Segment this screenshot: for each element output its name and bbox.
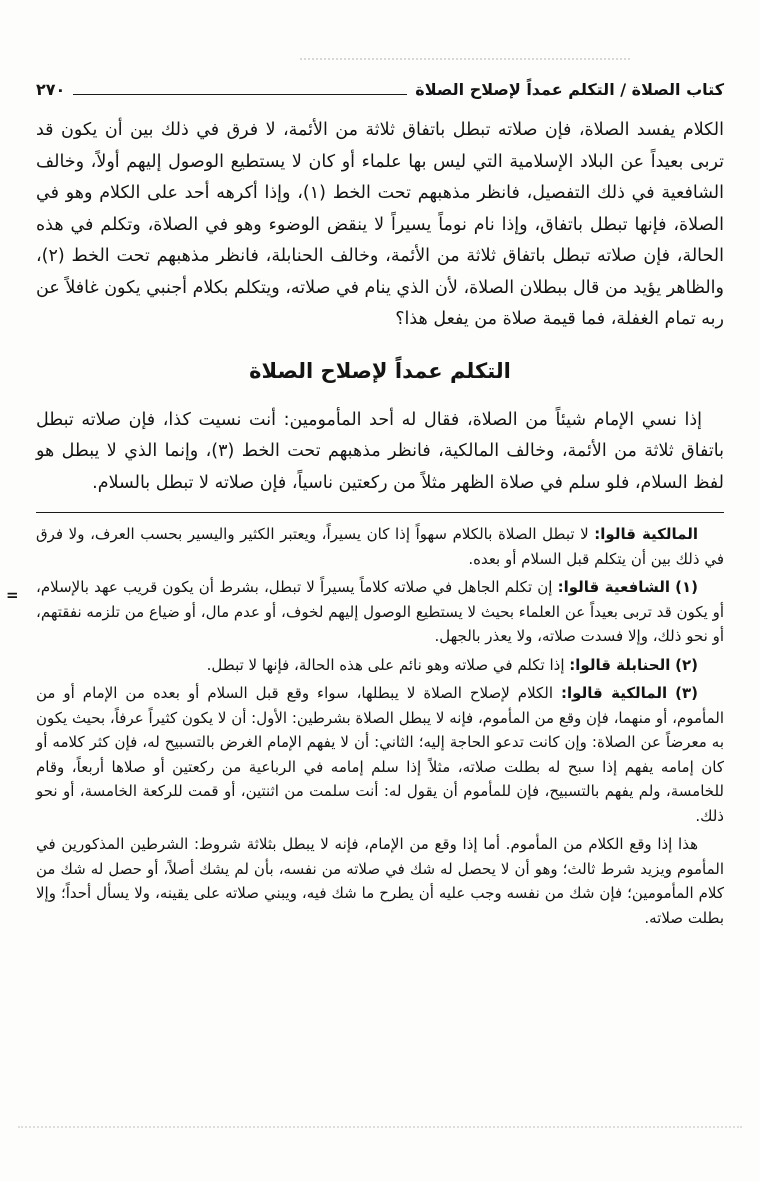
footnote-school-label: المالكية قالوا: — [594, 525, 698, 544]
footnote-school-label: المالكية قالوا: — [561, 684, 668, 703]
chapter-title: كتاب الصلاة / التكلم عمداً لإصلاح الصلاة — [415, 80, 724, 99]
body-paragraph-2: إذا نسي الإمام شيئاً من الصلاة، فقال له أحد المأمومين: أنت نسيت كذا، فإن صلاته تبطل باتفاق ثلاثة من الأئمة، وخالف المالكية، فانظر مذهبهم تحت الخط (٣)، وإنما الذي لا يبطل هو لفظ السلام، فلو سلم في صلاة الظهر مثلاً من ركعتين ناسياً، فإن صلاته لا تبطل بالسلام. — [36, 409, 724, 493]
footnotes-section — [36, 512, 724, 930]
footnote-school-label: الشافعية قالوا: — [557, 578, 670, 597]
footnote-marker: (٣) — [675, 684, 699, 703]
body-paragraph-1: الكلام يفسد الصلاة، فإن صلاته تبطل باتفاق ثلاثة من الأئمة، لا فرق في ذلك بين أن يكون قد تربى بعيداً عن البلاد الإسلامية التي ليس بها علماء أو كان لا يستطيع الوصول إليهم أولاً، وخالف الشافعية في ذلك التفصيل، فانظر مذهبهم تحت الخط (١)، وإذا أكرهه أحد على الكلام وهو في الصلاة، فإنها تبطل باتفاق، وإذا نام نوماً يسيراً لا ينقض الوضوء وهو في الصلاة، وتكلم في هذه الحالة، فإن صلاته تبطل باتفاق ثلاثة من الأئمة، وخالف الحنابلة، فانظر مذهبهم تحت الخط (٢)، والظاهر يؤيد من قال ببطلان الصلاة، لأن الذي ينام في صلاته، ويتكلم بكلام أجنبي يكون غافلاً عن ربه تمام الغفلة، فما قيمة صلاة من يفعل هذا؟ — [36, 120, 724, 330]
footnote-1 — [36, 575, 724, 649]
footnote-2 — [36, 653, 724, 678]
footnote-marker: (٢) — [675, 655, 698, 674]
page-number: ٢٧٠ — [36, 80, 66, 99]
footnote-school-label: الحنابلة قالوا: — [569, 655, 671, 674]
footnote-3-continuation — [36, 832, 724, 930]
main-text-block — [36, 115, 724, 499]
section-heading: التكلم عمداً لإصلاح الصلاة — [249, 358, 511, 383]
print-artifact-bottom — [18, 1126, 742, 1128]
footnote-text: لا تبطل الصلاة بالكلام سهواً إذا كان يسيراً، ويعتبر الكثير واليسير بحسب العرف، ولا فرق في ذلك بين أن يتكلم قبل السلام أو بعده. — [36, 525, 724, 568]
print-artifact-top — [300, 58, 630, 60]
footnote-marker: (١) — [675, 578, 698, 597]
page-header — [36, 80, 724, 99]
footnote-3 — [36, 681, 724, 828]
footnote-text: هذا إذا وقع الكلام من المأموم. أما إذا وقع من الإمام، فإنه لا يبطل بثلاثة شروط: الشرطين المذكورين في المأموم ويزيد شرط ثالث؛ وهو أن لا يحصل له شك في صلاته من نفسه، بأن لم يشك أصلاً، أو حصل له شك من كلام المأمومين؛ فإن شك من نفسه وجب عليه أن يطرح ما شك فيه، ويبني صلاته على يقينه، ولا يسأل أحداً؛ وإلا بطلت صلاته. — [36, 835, 724, 927]
header-rule — [73, 94, 407, 95]
footnote-continued — [36, 522, 724, 571]
footnote-continuation-marker: = — [6, 586, 19, 604]
footnote-text: الكلام لإصلاح الصلاة لا يبطلها، سواء وقع قبل السلام أو بعده من الإمام أو من المأموم، أو منهما، فإن وقع من المأموم، فإنه لا يبطل الصلاة بشرطين: الأول: أن لا يكون كثيراً عرفاً، بحيث يكون به معرضاً عن الصلاة: وإن كانت تدعو الحاجة إليه؛ الثاني: أن لا يفهم الإمام الغرض بالتسبيح له، فإن كثر كلامه أو كان إمامه يفهم إذا سبح له بطلت صلاته، مثلاً إذا سلم إمامه في الرباعية من ركعتين أو صلاها أربعاً، وقام للخامسة، ولم يفهم بالتسبيح، فإن للمأموم أن يقول له: أنت سلمت من اثنتين، أو قمت للركعة الخامسة، أو نحو ذلك. — [36, 684, 724, 825]
footnote-text: إذا تكلم في صلاته وهو نائم على هذه الحالة، فإنها لا تبطل. — [206, 655, 565, 674]
footnote-text: إن تكلم الجاهل في صلاته كلاماً يسيراً لا تبطل، بشرط أن يكون قريب عهد بالإسلام، أو يكون قد تربى بعيداً عن العلماء بحيث لا يستطيع الوصول إليهم لخوف، أو عدم مال، أو ضياع من تلزمه نفقتهم، أو نحو ذلك، وإلا فسدت صلاته، ولا يعذر بالجهل. — [36, 578, 724, 646]
